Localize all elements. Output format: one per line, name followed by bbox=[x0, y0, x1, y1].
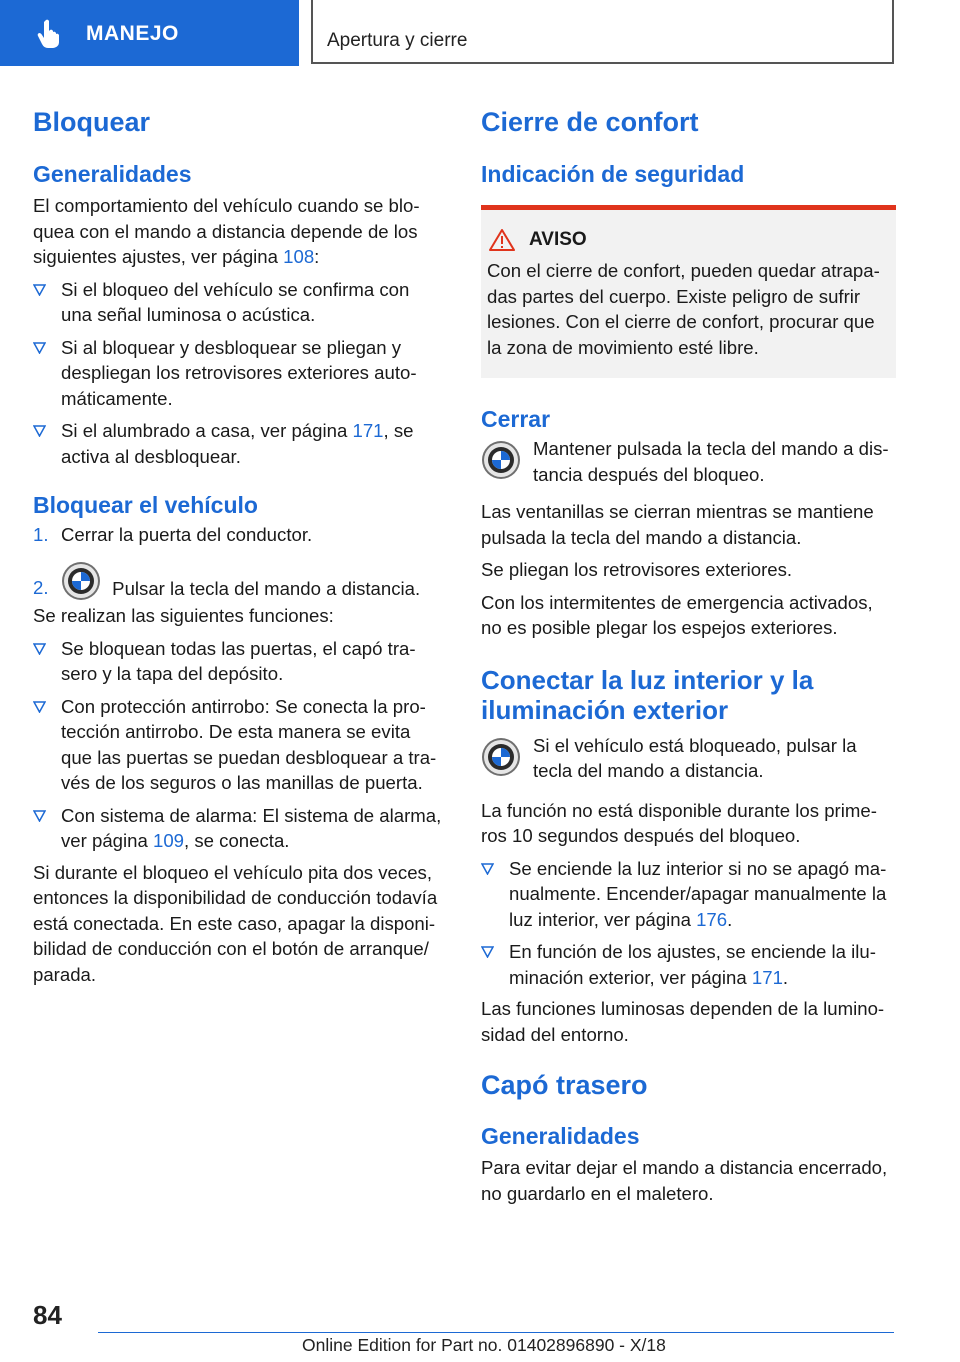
lights-p2: Las funciones luminosas dependen de la lumino- sidad del entorno. bbox=[481, 998, 885, 1045]
close-p1: Las ventanillas se cierran mientras se mantiene pulsada la tecla del mando a distancia. bbox=[481, 501, 874, 548]
page-link[interactable]: 171 bbox=[352, 420, 384, 441]
list-item: Con protección antirrobo: Se conecta la pro- tección antirrobo. De esta manera se evita que las puertas se puedan desbloquear a tra- vés de los seguros o las manillas de puerta. bbox=[33, 694, 448, 796]
warning-text: Con el cierre de confort, pueden quedar atrapa- das partes del cuerpo. Existe peligro de sufrir lesiones. Con el cierre de confort, procurar que la zona de movimiento esté libre. bbox=[487, 260, 880, 358]
bullet-triangle-icon bbox=[33, 810, 46, 822]
page-link[interactable]: 108 bbox=[283, 246, 315, 267]
lock-bullet-list bbox=[33, 636, 448, 854]
heading-generalidades: Generalidades bbox=[33, 161, 192, 187]
bullet-triangle-icon bbox=[481, 946, 494, 958]
close-p2: Se pliegan los retrovisores exteriores. bbox=[481, 559, 793, 580]
section-title-luz: Conectar la luz interior y la iluminación exterior bbox=[481, 664, 814, 725]
bullet-triangle-icon bbox=[33, 701, 46, 713]
list-item: Con sistema de alarma: El sistema de alarma, ver página 109, se conecta. bbox=[33, 803, 448, 854]
section-title-bloquear: Bloquear bbox=[33, 107, 151, 137]
functions-intro: Se realizan las siguientes funciones: bbox=[33, 605, 334, 626]
step-item: 2. Pulsar la tecla del mando a distancia. bbox=[33, 561, 448, 602]
warning-triangle-icon bbox=[489, 228, 515, 252]
list-item: En función de los ajustes, se enciende la ilu- minación exterior, ver página 171. bbox=[481, 939, 896, 990]
close-key-instruction: Mantener pulsada la tecla del mando a dis- tancia después del bloqueo. bbox=[481, 436, 896, 487]
section-label: Apertura y cierre bbox=[327, 30, 468, 51]
close-p3: Con los intermitentes de emergencia activados, no es posible plegar los espejos exteriores. bbox=[481, 591, 873, 638]
page-link[interactable]: 176 bbox=[696, 908, 728, 930]
warning-box bbox=[481, 205, 896, 378]
page-number: 84 bbox=[33, 1300, 62, 1330]
heading-cerrar: Cerrar bbox=[481, 406, 551, 432]
heading-indicacion-seguridad: Indicación de seguridad bbox=[481, 161, 745, 187]
lights-p1: La función no está disponible durante los prime- ros 10 segundos después del bloqueo. bbox=[481, 799, 877, 846]
chapter-label: MANEJO bbox=[86, 22, 179, 45]
section-title-capo: Capó trasero bbox=[481, 1070, 648, 1100]
warning-label: AVISO bbox=[529, 229, 587, 250]
hand-pointer-icon bbox=[36, 18, 66, 48]
bullet-triangle-icon bbox=[481, 863, 494, 875]
warning-header bbox=[487, 228, 890, 252]
lights-key-instruction: Si el vehículo está bloqueado, pulsar la tecla del mando a distancia. bbox=[481, 733, 896, 784]
heading-bloquear-vehiculo: Bloquear el vehículo bbox=[33, 492, 258, 518]
list-item: Se enciende la luz interior si no se apagó ma- nualmente. Encender/apagar manualmente la luz interior, ver página 176. bbox=[481, 856, 896, 933]
bmw-key-icon bbox=[61, 561, 101, 601]
list-item: Si al bloquear y desbloquear se pliegan y despliegan los retrovisores exteriores auto- máticamente. bbox=[33, 335, 448, 412]
step-item: 1. Cerrar la puerta del conductor. bbox=[33, 524, 313, 545]
footer-divider bbox=[98, 1332, 894, 1333]
right-column bbox=[481, 100, 896, 1206]
bmw-key-icon bbox=[481, 737, 521, 777]
general-bullet-list bbox=[33, 277, 448, 470]
list-item: Si el alumbrado a casa, ver página 171, se activa al desbloquear. bbox=[33, 418, 448, 469]
left-column bbox=[33, 100, 448, 987]
page-header bbox=[0, 0, 960, 66]
heading-generalidades-capo: Generalidades bbox=[481, 1123, 640, 1149]
lock-steps bbox=[33, 522, 448, 601]
bullet-triangle-icon bbox=[33, 342, 46, 354]
bullet-triangle-icon bbox=[33, 425, 46, 437]
page-link[interactable]: 171 bbox=[751, 966, 783, 988]
trunk-p1: Para evitar dejar el mando a distancia encerrado, no guardarlo en el maletero. bbox=[481, 1157, 888, 1204]
general-intro: El comportamiento del vehículo cuando se blo- quea con el mando a distancia depende de los siguientes ajustes, ver página 108: bbox=[33, 195, 420, 267]
section-title-cierre-confort: Cierre de confort bbox=[481, 107, 699, 137]
chapter-tab[interactable] bbox=[0, 0, 299, 66]
bullet-triangle-icon bbox=[33, 643, 46, 655]
bmw-key-icon bbox=[481, 440, 521, 480]
bullet-triangle-icon bbox=[33, 284, 46, 296]
lock-paragraph: Si durante el bloqueo el vehículo pita dos veces, entonces la disponibilidad de conducción todavía está conectada. En este caso, apagar la disponi- bilidad de conducción con el botón de arranque/ parada. bbox=[33, 861, 438, 985]
lights-bullet-list bbox=[481, 856, 896, 991]
list-item: Si el bloqueo del vehículo se confirma con una señal luminosa o acústica. bbox=[33, 277, 448, 328]
list-item: Se bloquean todas las puertas, el capó tra- sero y la tapa del depósito. bbox=[33, 636, 448, 687]
section-tab[interactable] bbox=[311, 0, 894, 64]
footer-edition: Online Edition for Part no. 01402896890 - X/18 bbox=[302, 1335, 666, 1355]
page-link[interactable]: 109 bbox=[153, 830, 185, 851]
